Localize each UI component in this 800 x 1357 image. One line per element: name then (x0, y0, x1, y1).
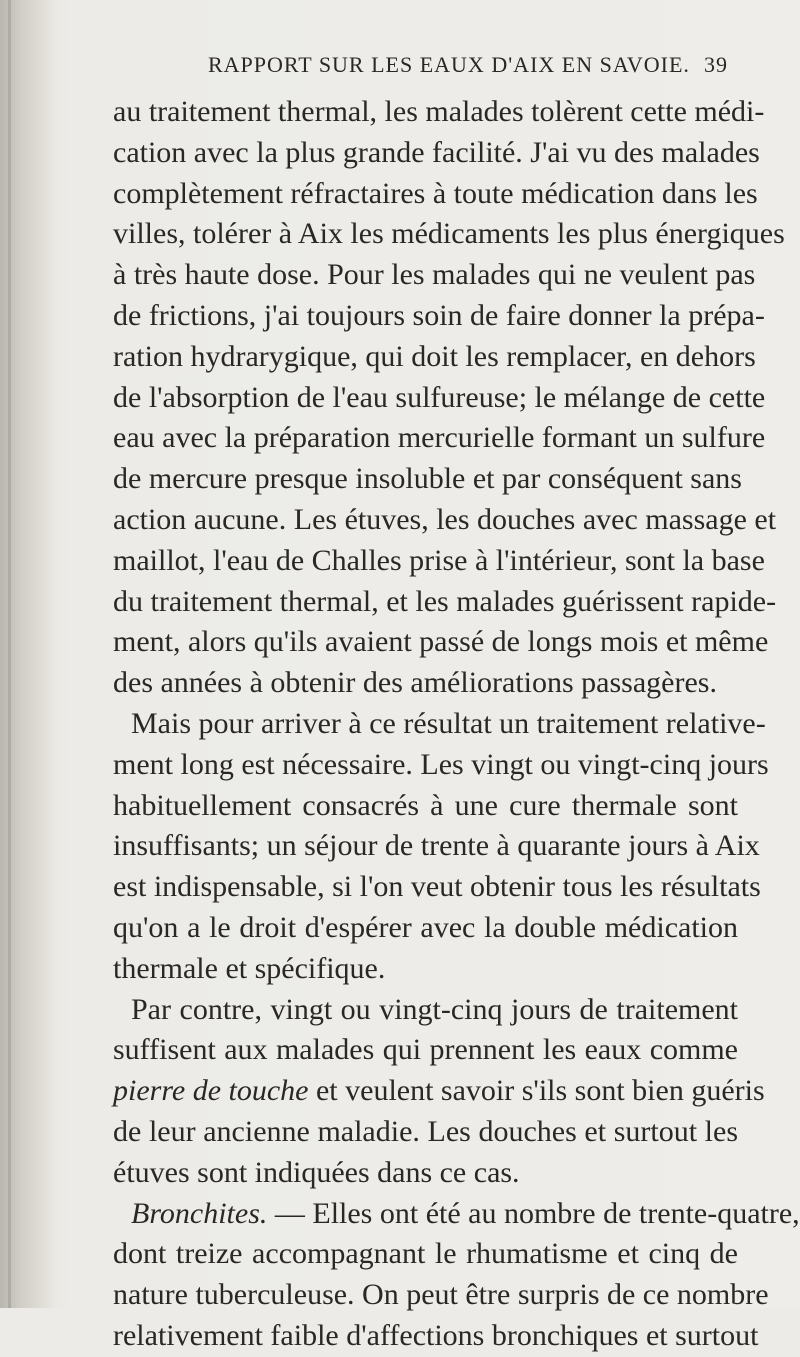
text-line: à très haute dose. Pour les malades qui ne veulent pas (113, 258, 756, 292)
text-line: habituellement consacrés à une cure thermale sont (113, 788, 738, 822)
page-number: 39 (704, 52, 728, 77)
text-line: de mercure presque insoluble et par conséquent sans (113, 462, 742, 496)
text-line: relativement faible d'affections bronchiques et surtout (113, 1318, 759, 1352)
text-line: suffisent aux malades qui prennent les eaux comme (113, 1033, 738, 1067)
text-line: complètement réfractaires à toute médication dans les (113, 176, 758, 210)
text-line: étuves sont indiquées dans ce cas. (113, 1155, 520, 1189)
text-line: insuffisants; un séjour de trente à quarante jours à Aix (113, 829, 760, 863)
text-line: au traitement thermal, les malades tolèrent cette médi- (113, 95, 765, 128)
text-line: qu'on a le droit d'espérer avec la double médication (113, 910, 738, 944)
running-title: RAPPORT SUR LES EAUX D'AIX EN SAVOIE. (208, 52, 690, 77)
text-line: dont treize accompagnant le rhumatisme et cinq de (113, 1237, 738, 1271)
text-line: est indispensable, si l'on veut obtenir tous les résultats (113, 870, 761, 904)
text-line: Par contre, vingt ou vingt-cinq jours de traitement (131, 992, 738, 1026)
text-line: maillot, l'eau de Challes prise à l'intérieur, sont la base (113, 543, 765, 577)
text-run: — Elles ont été au nombre de trente-quatre, (267, 1196, 800, 1230)
text-line: ment long est nécessaire. Les vingt ou vingt-cinq jours (113, 747, 769, 781)
gutter-edge (8, 0, 11, 1308)
text-line: villes, tolérer à Aix les médicaments les plus énergiques (113, 217, 785, 251)
text-line: de leur ancienne maladie. Les douches et surtout les (113, 1114, 738, 1148)
body-text (113, 92, 800, 1357)
text-line: des années à obtenir des améliorations passagères. (113, 666, 717, 700)
text-line: ment, alors qu'ils avaient passé de longs mois et même (113, 625, 769, 659)
text-line (113, 1194, 800, 1235)
italic-phrase: pierre de touche (113, 1074, 309, 1108)
text-line: de l'absorption de l'eau sulfureuse; le mélange de cette (113, 380, 766, 414)
text-line: du traitement thermal, et les malades guérissent rapide- (113, 584, 777, 618)
text-line: thermale et spécifique. (113, 951, 386, 985)
text-line: cation avec la plus grande facilité. J'ai vu des malades (113, 135, 760, 169)
running-head (208, 52, 728, 88)
text-line: eau avec la préparation mercurielle formant un sulfure (113, 421, 766, 455)
section-heading-bronchites: Bronchites. (131, 1196, 268, 1230)
text-line: nature tuberculeuse. On peut être surpris de ce nombre (113, 1278, 769, 1312)
text-line: ration hydrarygique, qui doit les remplacer, en dehors (113, 339, 756, 373)
text-line: action aucune. Les étuves, les douches avec massage et (113, 502, 777, 536)
text-run: et veulent savoir s'ils sont bien guéris (308, 1074, 765, 1108)
text-line: Mais pour arriver à ce résultat un traitement relative- (131, 706, 766, 740)
text-line: de frictions, j'ai toujours soin de faire donner la prépa- (113, 298, 765, 332)
text-line (113, 1071, 765, 1112)
